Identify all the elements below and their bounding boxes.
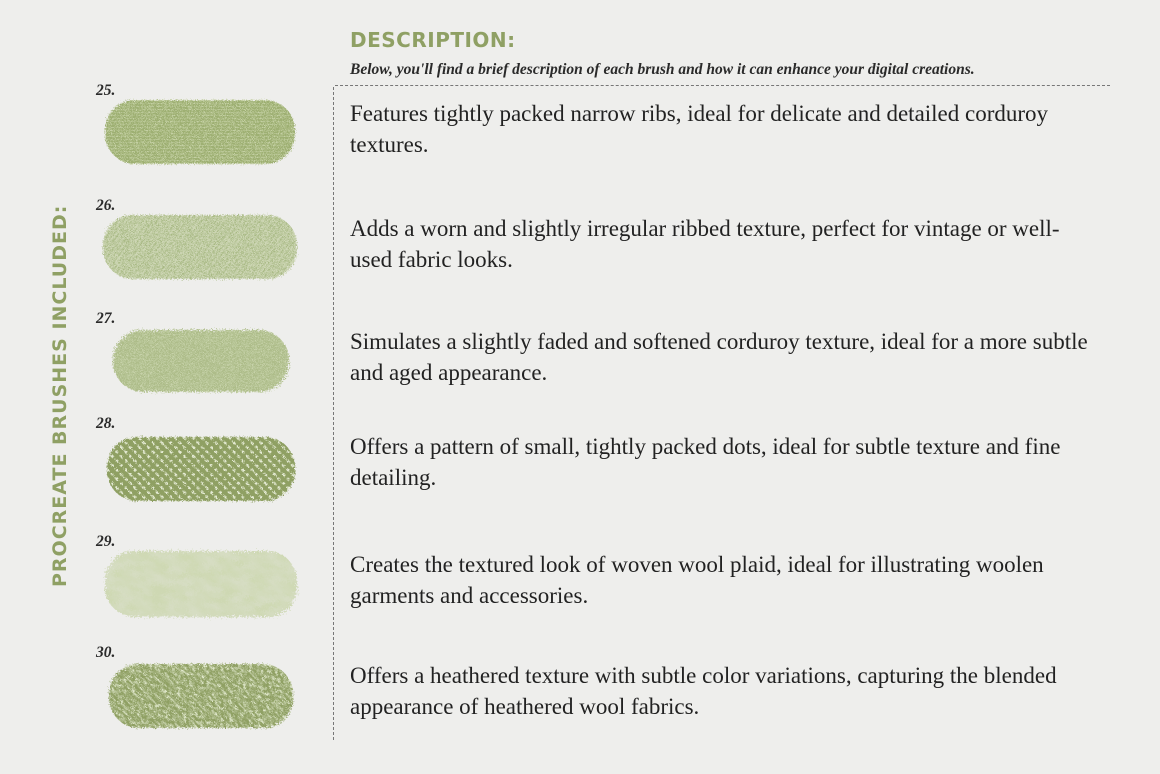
brush-swatch-dots-icon bbox=[101, 427, 301, 503]
brush-swatch-faded-icon bbox=[101, 322, 301, 398]
brush-description: Offers a heathered texture with subtle color variations, capturing the blended appearance of heathered wool fabrics. bbox=[350, 663, 1057, 719]
brush-description: Offers a pattern of small, tightly packed dots, ideal for subtle texture and fine detailing. bbox=[350, 434, 1061, 490]
brush-number: 27. bbox=[96, 310, 116, 327]
brush-description: Adds a worn and slightly irregular ribbed texture, perfect for vintage or well-used fabric looks. bbox=[350, 216, 1060, 272]
brush-number: 28. bbox=[96, 415, 116, 432]
dashed-divider-horizontal bbox=[335, 85, 1110, 86]
brush-swatch-wool-plaid-icon bbox=[101, 545, 301, 621]
brush-swatch-heathered-icon bbox=[101, 656, 301, 732]
side-label: PROCREATE BRUSHES INCLUDED: bbox=[49, 204, 71, 587]
brush-number: 25. bbox=[96, 82, 116, 99]
brush-description: Simulates a slightly faded and softened corduroy texture, ideal for a more subtle and aged appearance. bbox=[350, 329, 1088, 385]
description-title: DESCRIPTION: bbox=[350, 28, 516, 52]
brush-description: Creates the textured look of woven wool plaid, ideal for illustrating woolen garments and accessories. bbox=[350, 552, 1044, 608]
dashed-divider-vertical bbox=[333, 87, 334, 740]
brush-number: 29. bbox=[96, 533, 116, 550]
description-subtitle: Below, you'll find a brief description of each brush and how it can enhance your digital creations. bbox=[350, 61, 975, 78]
brush-swatch-diagonal-ribs-icon bbox=[101, 209, 301, 285]
brush-number: 30. bbox=[96, 644, 116, 661]
brush-swatch-fine-ribs-icon bbox=[101, 94, 301, 170]
brush-number: 26. bbox=[96, 197, 116, 214]
brush-description: Features tightly packed narrow ribs, ideal for delicate and detailed corduroy textures. bbox=[350, 101, 1049, 157]
